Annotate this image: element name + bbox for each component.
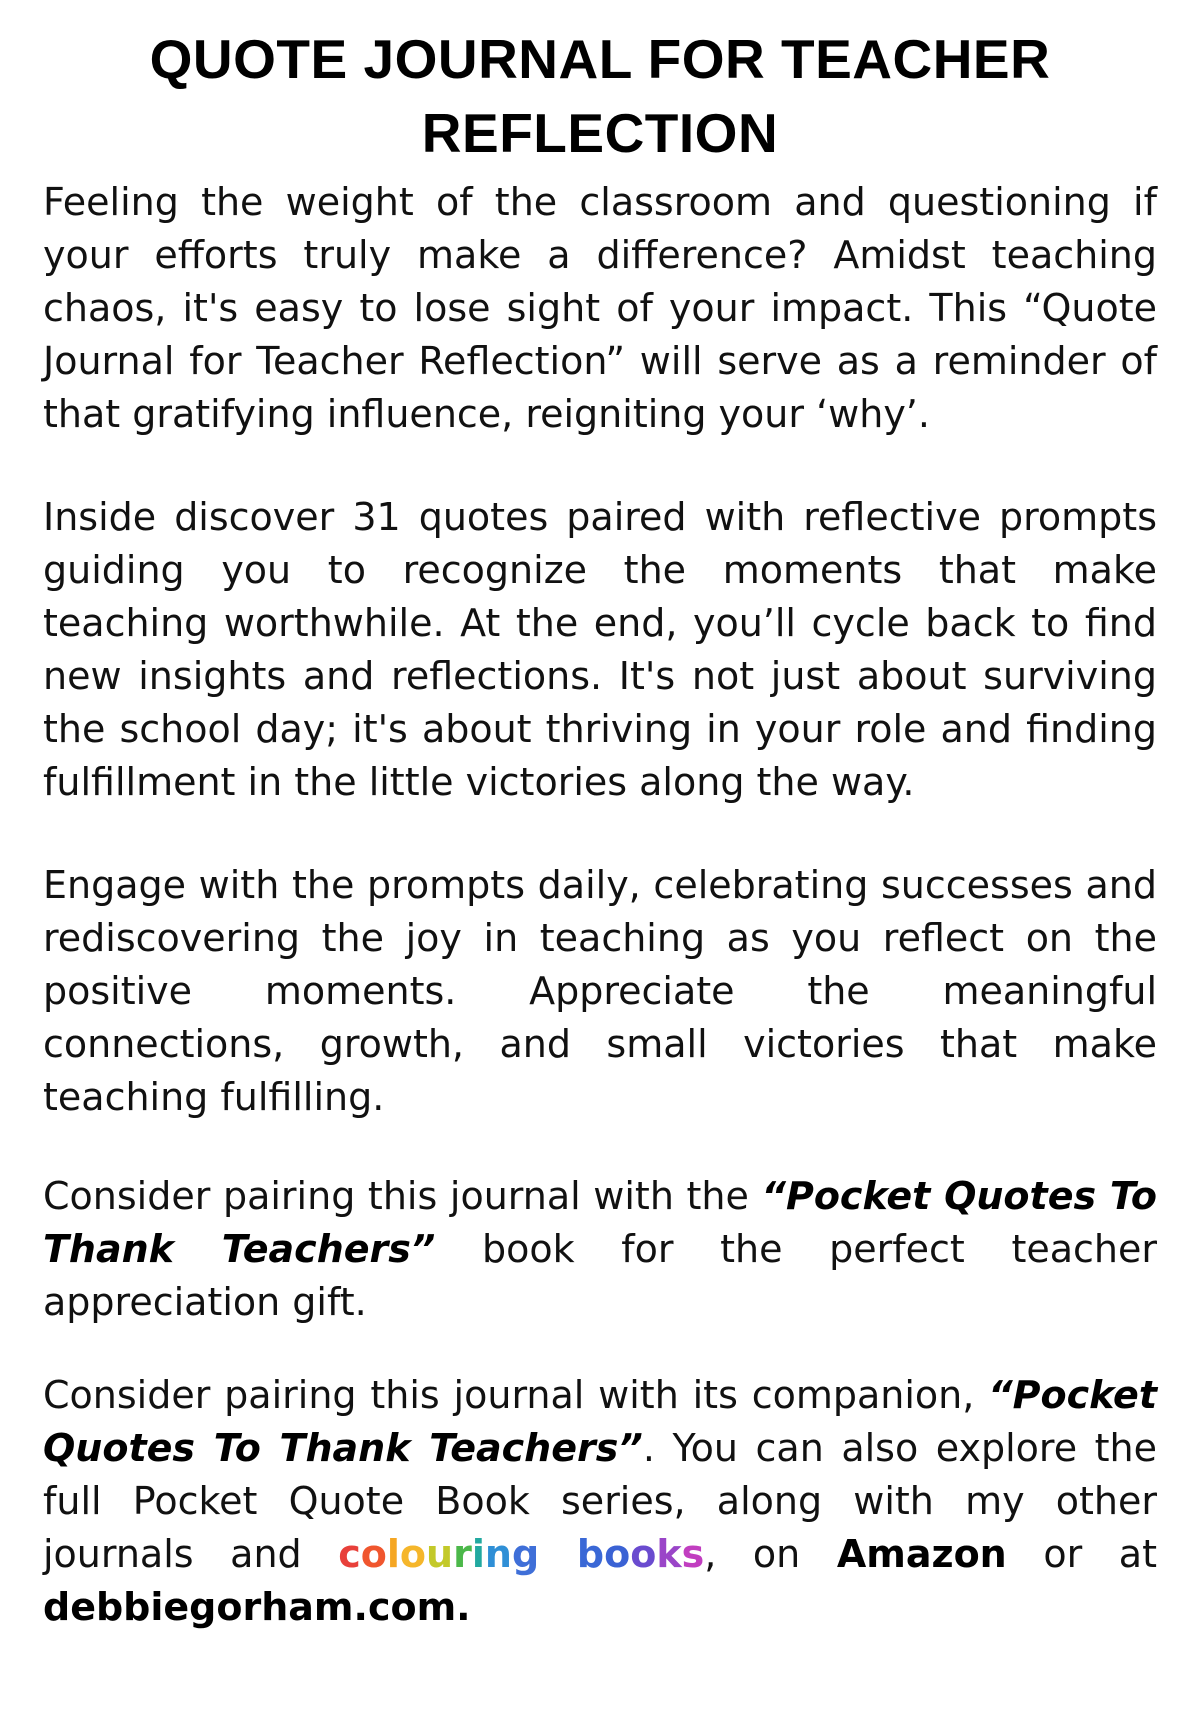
colouring-letter: n [484,1532,512,1576]
amazon-link[interactable]: Amazon [836,1532,1007,1576]
intro-paragraph: Feeling the weight of the classroom and questioning if your efforts truly make a difference? Amidst teaching chaos, it's easy to lose sight of your impact. This “Quote Journal for Teacher Reflection” will serve as a reminder of that gratifying influence, reigniting your ‘why’. [43,180,1157,436]
books-letter: s [681,1532,705,1576]
page-title [43,22,1157,170]
books-letter: o [630,1532,657,1576]
page-title-line-1: QUOTE JOURNAL FOR TEACHER [149,28,1051,90]
inside-paragraph: Inside discover 31 quotes paired with reflective prompts guiding you to recognize the moments that make teaching worthwhile. At the end, you’ll cycle back to find new insights and reflections. It's not just about surviving the school day; it's about thriving in your role and finding fulfillment in the little victories along the way. [43,495,1157,804]
colouring-letter: o [360,1532,387,1576]
books-word [577,1532,704,1576]
pairing-2-middle: . You can also explore the full Pocket Quote Book series, along with my other journals and [43,1426,1157,1576]
books-letter: o [604,1532,631,1576]
website-link[interactable]: debbiegorham.com. [43,1585,471,1629]
page-title-line-2: REFLECTION [421,102,779,164]
pairing-paragraph-2 [43,1369,1157,1634]
colouring-letter: i [471,1532,485,1576]
pairing-2-sep-2: or at [1006,1532,1157,1576]
engage-paragraph: Engage with the prompts daily, celebrating successes and rediscovering the joy in teaching as you reflect on the positive moments. Appreciate the meaningful connections, growth, and small victories that make teaching fulfilling. [43,863,1157,1119]
colouring-letter: r [453,1532,472,1576]
pairing-1-after: book for the perfect teacher appreciation gift. [43,1227,1157,1324]
colouring-books-link[interactable] [338,1532,704,1576]
colouring-letter: l [386,1532,400,1576]
colouring-word [338,1532,539,1576]
books-letter: k [656,1532,682,1576]
pairing-1-before: Consider pairing this journal with the [43,1174,762,1218]
colouring-letter: c [338,1532,361,1576]
colouring-letter: g [511,1532,540,1576]
pairing-paragraph-1 [43,1170,1157,1329]
pairing-2-before: Consider pairing this journal with its companion, [43,1373,989,1417]
pairing-2-sep-1: , on [704,1532,837,1576]
colouring-letter: u [426,1532,454,1576]
pairing-2-book-title: “Pocket Quotes To Thank Teachers” [43,1373,1157,1470]
pairing-1-book-title: “Pocket Quotes To Thank Teachers” [43,1174,1157,1271]
colouring-letter: o [399,1532,427,1576]
books-letter: b [576,1532,605,1576]
